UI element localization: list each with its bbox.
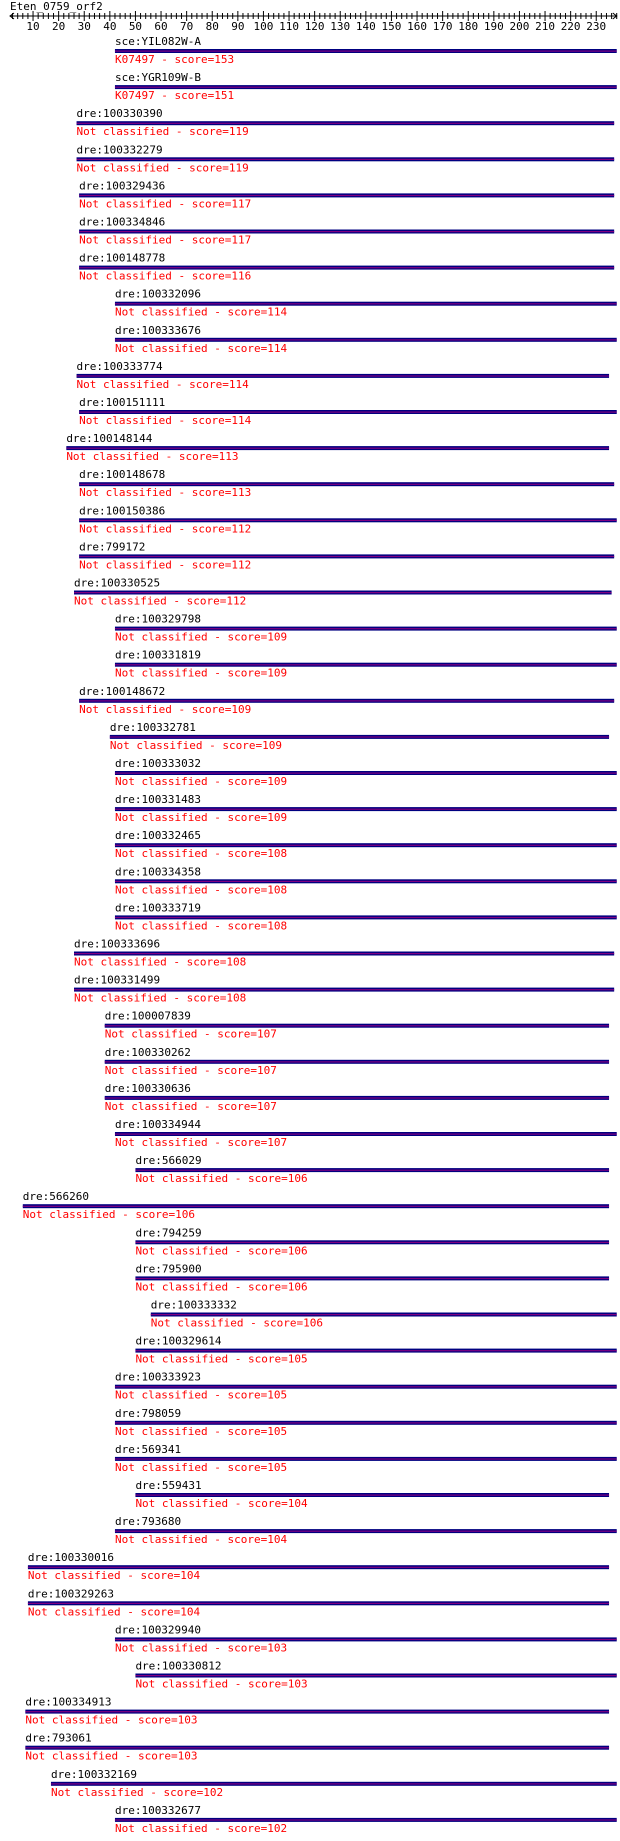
hit-name: dre:100148778 [79,251,166,265]
ruler-tick-label: 80 [205,20,219,33]
hit-bar-center [115,339,617,340]
hit-score-label: Not classified - score=114 [76,377,249,391]
hit-bar-center [115,87,617,88]
hit-score-label: Not classified - score=116 [79,269,252,283]
hit-score-label: Not classified - score=103 [135,1677,308,1691]
ruler-tick-label: 220 [560,20,581,33]
hit-name: dre:100333719 [114,901,202,915]
hit-row [51,1768,617,1799]
hit-score-label: Not classified - score=109 [79,702,252,716]
hit-row [79,685,614,716]
hit-bar-center [135,1350,616,1351]
hit-name: dre:100333774 [76,359,163,373]
hit-name: dre:100330525 [74,576,161,590]
hit-score-label: Not classified - score=109 [109,738,283,752]
hit-row [115,649,617,680]
hit-name: dre:100329263 [27,1587,115,1601]
hit-score-label: Not classified - score=107 [104,1063,277,1077]
ruler-tick-label: 160 [407,20,427,33]
hit-score-label: Not classified - score=109 [114,775,288,788]
ruler-tick-label: 190 [483,20,504,33]
hit-row [135,1660,616,1691]
hit-bar-center [115,1422,617,1423]
hit-row [151,1299,617,1330]
hit-row [115,1443,617,1474]
hit-name: dre:566260 [22,1190,90,1204]
hit-score-label: Not classified - score=108 [114,883,288,897]
hit-row [110,721,609,752]
hit-bar-center [115,303,617,304]
hit-bar-center [74,989,614,990]
hit-score-label: Not classified - score=102 [114,1821,288,1835]
hit-score-label: Not classified - score=113 [66,450,239,464]
hit-name: dre:795900 [135,1262,202,1276]
hit-score-label: Not classified - score=113 [79,486,252,500]
hit-name: dre:100148678 [79,468,166,482]
ruler-tick-label: 90 [231,20,245,33]
hit-row [115,613,617,644]
hit-row [25,1696,609,1727]
hit-bar-center [135,1170,609,1171]
hit-bar-center [135,1495,609,1496]
hit-row [74,577,612,608]
hit-bar-center [115,1134,617,1135]
hit-row [79,540,614,571]
hit-row [23,1190,609,1221]
ruler-tick-label: 70 [180,20,194,33]
hit-row [115,324,617,355]
hit-score-label: Not classified - score=119 [76,125,249,139]
hit-row [135,1154,609,1185]
hit-bar-center [79,267,614,268]
hit-bar-center [105,1097,609,1098]
ruler-tick-label: 40 [103,20,117,33]
ruler-tick-label: 210 [535,20,555,33]
hit-name: dre:100329940 [114,1623,202,1637]
hit-bar-center [25,1711,609,1712]
hit-bar-center [79,231,614,232]
hit-bar-center [77,123,615,124]
hit-name: sce:YGR109W-B [114,71,202,85]
hit-bar-center [151,1314,617,1315]
hit-name: dre:100332096 [114,287,202,301]
hit-row [115,71,617,102]
hit-name: dre:100330390 [76,107,163,121]
hit-score-label: Not classified - score=117 [79,233,252,247]
ruler-tick-label: 10 [26,20,40,33]
hit-score-label: Not classified - score=117 [79,197,252,211]
ruler-tick-label: 100 [253,20,274,33]
ruler-tick-label: 140 [355,20,376,33]
hit-bar-center [79,520,617,521]
hit-name: dre:559431 [135,1479,202,1492]
hit-bar-center [115,664,617,665]
hit-row [79,504,617,535]
ruler-tick-label: 180 [458,20,479,33]
hit-name: dre:100332279 [76,143,163,157]
hit-score-label: Not classified - score=108 [114,919,288,933]
hit-score-label: Not classified - score=106 [150,1316,323,1330]
hit-bar-center [115,845,617,846]
hit-name: dre:100334846 [79,215,166,229]
hit-name: dre:100334913 [25,1695,112,1709]
hit-name: dre:798059 [114,1406,182,1420]
hit-bar-center [115,1639,617,1640]
hit-score-label: Not classified - score=104 [27,1605,201,1619]
hit-bar-center [115,1819,617,1820]
hit-bar-center [66,448,609,449]
hit-name: dre:100330636 [104,1081,191,1095]
hit-name: dre:100330016 [27,1551,115,1565]
hit-score-label: Not classified - score=109 [114,811,288,825]
hit-row [115,1804,617,1835]
hit-name: dre:799172 [79,540,146,554]
hit-score-label: Not classified - score=108 [74,991,247,1005]
hit-score-label: Not classified - score=104 [27,1569,201,1583]
hit-score-label: Not classified - score=102 [50,1785,224,1799]
hit-bar-center [79,195,614,196]
hit-bar-center [115,1531,617,1532]
ruler-tick-label: 60 [154,20,168,33]
hit-name: dre:794259 [135,1226,202,1240]
hit-row [77,360,609,391]
hit-bar-center [28,1567,609,1568]
hit-row [115,288,617,319]
hit-row [135,1479,609,1510]
hit-row [135,1262,609,1293]
hit-name: dre:100007839 [104,1009,191,1023]
hit-name: dre:569341 [114,1442,182,1456]
ruler-tick-label: 130 [330,20,351,33]
hit-row [105,1010,609,1041]
hit-bar-center [23,1206,609,1207]
hit-list [23,35,617,1835]
hit-row [115,1371,617,1402]
hit-name: dre:100334944 [114,1118,202,1131]
hit-name: dre:100333032 [114,757,202,770]
sequence-title: Eten_0759_orf2 [10,0,103,13]
hit-score-label: K07497 - score=153 [114,53,235,66]
hit-score-label: Not classified - score=105 [114,1424,288,1438]
ruler-tick-label: 30 [77,20,91,33]
hit-row [105,1046,609,1077]
hit-name: dre:793061 [25,1731,92,1745]
ruler-tick-label: 110 [279,20,299,33]
hit-row [79,179,614,210]
hit-bar-center [79,484,614,485]
hit-bar-center [74,953,614,954]
hit-score-label: Not classified - score=106 [135,1172,308,1186]
hit-name: dre:100331483 [114,793,202,807]
hit-bar-center [51,1783,617,1784]
hit-score-label: Not classified - score=112 [74,594,247,608]
hit-bar-center [115,773,617,774]
hit-name: dre:100332169 [50,1767,138,1781]
hit-name: dre:100330812 [135,1659,222,1673]
hit-row [28,1551,609,1582]
hit-bar-center [115,1458,617,1459]
hit-score-label: Not classified - score=114 [114,341,288,355]
hit-score-label: Not classified - score=105 [114,1460,288,1474]
ruler-tick-label: 200 [509,20,530,33]
hit-row [79,468,614,499]
hit-score-label: Not classified - score=109 [114,666,288,680]
hit-bar-center [79,412,617,413]
hit-bar-center [135,1675,616,1676]
hit-score-label: Not classified - score=112 [79,558,252,572]
position-ruler [10,11,617,33]
hit-bar-center [105,1025,609,1026]
hit-score-label: Not classified - score=107 [114,1136,288,1149]
hit-bar-center [115,881,617,882]
hit-row [79,396,617,427]
hit-bar-center [28,1603,609,1604]
hit-bar-center [25,1747,609,1748]
hit-row [105,1082,609,1113]
hit-row [66,432,609,463]
hit-name: dre:100148672 [79,684,166,698]
hit-score-label: Not classified - score=107 [104,1099,277,1113]
hit-bar-center [110,736,609,737]
hit-score-label: Not classified - score=105 [135,1352,308,1366]
hit-score-label: Not classified - score=106 [135,1280,308,1294]
hit-name: sce:YIL082W-A [114,35,202,48]
hit-row [79,216,614,247]
hit-bar-center [79,556,614,557]
hit-score-label: Not classified - score=114 [79,414,252,427]
hit-score-label: Not classified - score=105 [114,1388,288,1402]
hit-name: dre:100331499 [74,973,161,987]
hit-name: dre:100332465 [114,829,202,843]
hit-bar-center [115,917,617,918]
hit-score-label: Not classified - score=103 [25,1713,198,1727]
hit-name: dre:100333923 [114,1370,202,1384]
hit-name: dre:100151111 [79,396,166,409]
hit-score-label: Not classified - score=106 [135,1244,308,1258]
hit-score-label: Not classified - score=104 [135,1497,308,1510]
hit-name: dre:566029 [135,1154,202,1168]
hit-name: dre:100329436 [79,179,166,193]
ruler-tick-label: 230 [586,20,607,33]
hit-score-label: Not classified - score=103 [114,1641,288,1655]
hit-bar-center [115,809,617,810]
hit-name: dre:100150386 [79,504,166,518]
hit-row [115,1407,617,1438]
hit-row [115,1623,617,1654]
hit-score-label: Not classified - score=119 [76,161,249,175]
hit-bar-center [115,628,617,629]
hit-name: dre:100333332 [150,1298,237,1312]
hit-row [115,35,617,66]
hit-bar-center [77,159,615,160]
hit-name: dre:100148144 [66,432,153,446]
ruler-tick-label: 50 [128,20,143,33]
hit-row [77,143,615,174]
hit-row [28,1587,609,1618]
hit-row [115,793,617,824]
hit-name: dre:100331819 [114,648,202,662]
hit-bar-center [135,1242,609,1243]
hit-row [115,865,617,896]
hit-name: dre:100329614 [135,1334,222,1348]
hit-row [135,1226,609,1257]
hit-name: dre:100330262 [104,1045,191,1059]
hit-score-label: Not classified - score=112 [79,522,252,536]
hit-row [115,757,617,788]
hit-name: dre:100333676 [114,323,202,337]
hit-score-label: Not classified - score=108 [114,847,288,861]
hit-row [115,829,617,860]
hit-row [25,1732,609,1763]
hit-name: dre:100332781 [109,720,196,734]
hit-bar-center [77,375,609,376]
hit-score-label: Not classified - score=109 [114,630,288,644]
hit-bar-center [115,1386,617,1387]
hit-score-label: K07497 - score=151 [114,89,235,103]
hit-name: dre:100332677 [114,1803,202,1817]
hit-name: dre:100329798 [114,612,202,626]
hit-score-label: Not classified - score=103 [25,1749,198,1763]
hit-score-label: Not classified - score=106 [22,1208,195,1222]
hit-row [79,252,614,283]
hit-score-label: Not classified - score=107 [104,1027,277,1041]
hit-name: dre:100334358 [114,865,202,879]
hit-bar-center [79,700,614,701]
hit-name: dre:793680 [114,1515,182,1529]
hit-bar-center [105,1061,609,1062]
hit-row [74,938,614,969]
hit-row [115,901,617,932]
hit-row [115,1118,617,1149]
hit-score-label: Not classified - score=108 [74,955,247,969]
hit-bar-center [74,592,612,593]
hit-bar-center [135,1278,609,1279]
hit-row [115,1515,617,1546]
hit-bar-center [115,51,617,52]
hit-score-label: Not classified - score=114 [114,305,288,319]
ruler-tick-label: 170 [432,20,453,33]
hit-row [135,1335,616,1366]
hit-name: dre:100333696 [74,937,161,951]
hit-score-label: Not classified - score=104 [114,1533,288,1547]
hit-row [74,974,614,1005]
ruler-tick-label: 20 [52,20,66,33]
ruler-tick-label: 150 [381,20,402,33]
ruler-tick-label: 120 [304,20,325,33]
hit-row [77,107,615,138]
